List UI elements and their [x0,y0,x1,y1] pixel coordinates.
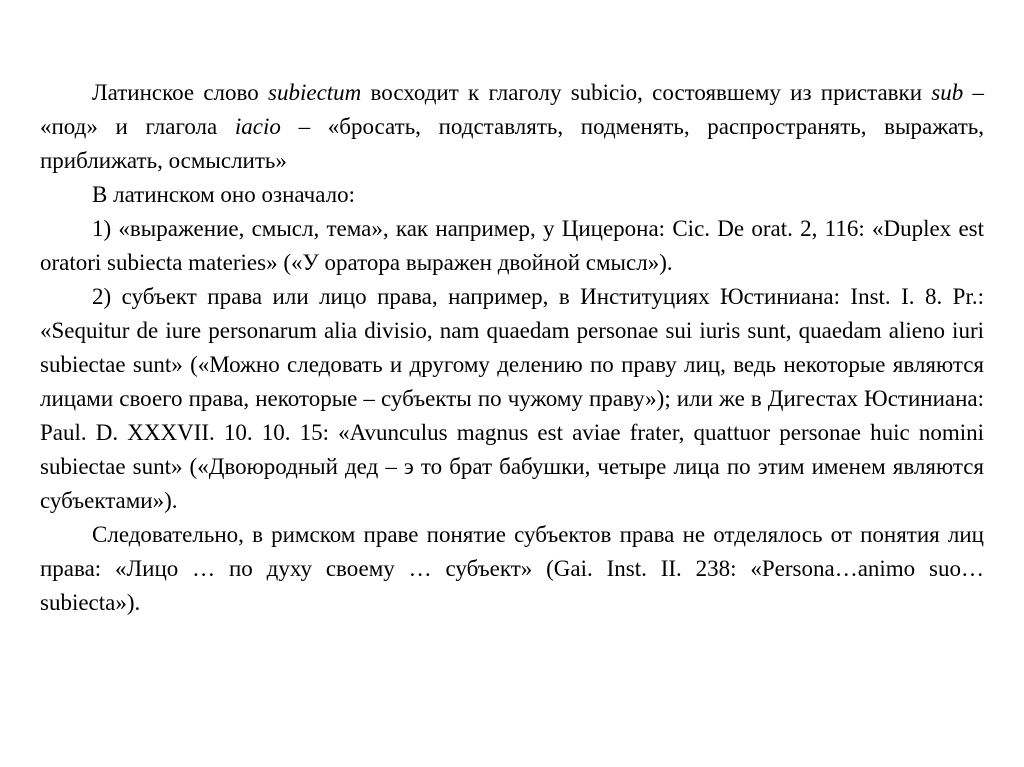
text-run: восходит к глаголу subicio, состоявшему из приставки [361,80,932,105]
paragraph-meaning-1 [40,212,984,280]
paragraph-meaning-2 [40,280,984,518]
paragraph-conclusion [40,518,984,620]
document-body [40,76,984,620]
text-run: Латинское слово [92,80,269,105]
text-run: 2) субъект права или лицо права, например, в Институциях Юстиниана: Inst. I. 8. Pr.: «Sequitur de iure personarum alia divisio, nam quaedam personae sui iuris sunt, quaedam alieno iuri subiectae sunt» («Можно следовать и другому делению по праву лиц, ведь некоторые являются лицами своего права, некоторые – субъекты по чужому праву»); или же в Дигестах Юстиниана: Paul. D. XXXVII. 10. 10. 15: «Avunculus magnus est aviae frater, quattuor personae huic nomini subiectae sunt» («Двоюродный дед – э то брат бабушки, четыре лица по этим именем являются субъектами»). [40,284,984,513]
text-run: 1) «выражение, смысл, тема», как например, у Цицерона: Cic. De orat. 2, 116: «Duplex est oratori subiecta materies» («У оратора выражен двойной смысл»). [40,216,984,275]
text-run-italic: subiectum [268,80,362,105]
text-run: – «под» и глагола [40,80,984,139]
text-run: Следовательно, в римском праве понятие субъектов права не отделялось от понятия лиц права: «Лицо … по духу своему … субъект» (Gai. Inst. II. 238: «Persona…animo suo… subiecta»). [40,522,984,615]
paragraph-etymology [40,76,984,178]
text-run-italic: sub [931,80,964,105]
paragraph-meaning-intro [40,178,984,212]
text-run: В латинском оно означало: [92,182,356,207]
text-run: – «бросать, подставлять, подменять, распространять, выражать, приближать, осмыслить» [40,114,984,173]
text-run-italic: iacio [234,114,281,139]
